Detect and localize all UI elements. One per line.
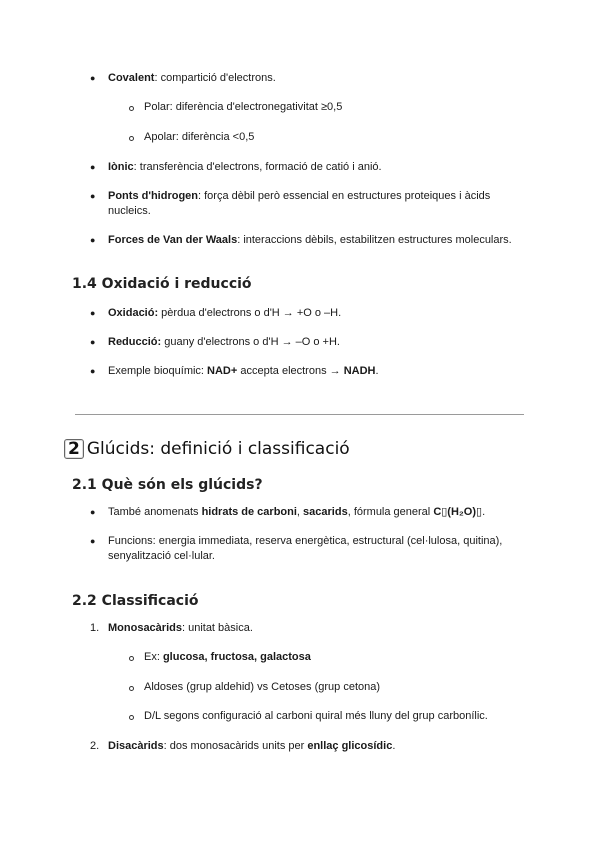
list-item-apolar: Apolar: diferència <0,5	[144, 131, 255, 143]
nad-term: NAD+	[207, 365, 238, 377]
bullet: ●	[90, 162, 96, 172]
ex-list: glucosa, fructosa, galactosa	[162, 651, 311, 663]
desc-disacarids: : dos monosacàrids units per	[163, 740, 308, 752]
term-monosacarids: Monosacàrids	[108, 622, 182, 634]
desc-vdw: : interaccions dèbils, estabilitzen estructures moleculars.	[237, 234, 512, 246]
bullet: ●	[90, 366, 96, 376]
list-item-hydrogen-cont: nucleics.	[108, 205, 151, 217]
list-item-ionic	[108, 160, 382, 175]
list-item-aldoses: Aldoses (grup aldehid) vs Cetoses (grup cetona)	[144, 681, 381, 693]
example-prefix: Exemple bioquímic:	[108, 365, 208, 377]
term-reduction: Reducció:	[108, 336, 162, 348]
list-item-dl: D/L segons configuració al carboni quiral més lluny del grup carbonílic.	[144, 710, 488, 722]
also-end: .	[482, 506, 486, 518]
term-enllac-glicosidic: enllaç glicosídic	[307, 740, 393, 752]
bullet: ●	[90, 536, 96, 546]
desc-oxidation: pèrdua d'electrons o d'H → +O o –H.	[158, 307, 342, 319]
nadh-term: NADH	[343, 365, 376, 377]
sub-bullet	[129, 656, 134, 661]
term-ionic: Iònic	[108, 161, 134, 173]
example-mid: accepta electrons →	[237, 365, 344, 377]
bullet: ●	[90, 235, 96, 245]
term-vdw: Forces de Van der Waals	[108, 234, 238, 246]
heading-2-1: 2.1 Què són els glúcids?	[72, 477, 263, 493]
also-prefix: També anomenats	[108, 506, 202, 518]
bullet: ●	[90, 308, 96, 318]
list-number: 2.	[90, 740, 100, 752]
also-mid: , fórmula general	[347, 506, 434, 518]
list-item-monosaccharides	[108, 621, 253, 636]
list-item-examples	[144, 650, 311, 665]
desc-ionic: : transferència d'electrons, formació de catió i anió.	[133, 161, 382, 173]
list-item-functions-cont: senyalització cel·lular.	[108, 550, 215, 562]
heading-section-2	[64, 438, 350, 460]
term-sacarids: sacarids	[303, 506, 348, 518]
list-item-also-called	[108, 505, 485, 520]
list-item-polar: Polar: diferència d'electronegativitat ≥0,5	[144, 101, 343, 113]
sub-bullet	[129, 686, 134, 691]
list-item-oxidation	[108, 306, 341, 321]
list-number: 1.	[90, 622, 100, 634]
general-formula: C▯(H₂O)▯	[433, 506, 483, 518]
desc-end: .	[392, 740, 396, 752]
desc-hydrogen: : força dèbil però essencial en estructures proteiques i àcids	[198, 190, 491, 202]
list-item-hydrogen	[108, 189, 490, 204]
heading-1-4: 1.4 Oxidació i reducció	[72, 276, 252, 292]
term-disacarids: Disacàrids	[108, 740, 164, 752]
desc-monosacarids: : unitat bàsica.	[181, 622, 253, 634]
term-oxidation: Oxidació:	[108, 307, 159, 319]
list-item-functions: Funcions: energia immediata, reserva energètica, estructural (cel·lulosa, quitina),	[108, 535, 503, 547]
sub-bullet	[129, 715, 134, 720]
sub-bullet	[129, 136, 134, 141]
bullet: ●	[90, 73, 96, 83]
term-covalent: Covalent	[108, 72, 155, 84]
list-item-vdw	[108, 233, 512, 248]
list-item-covalent	[108, 71, 276, 86]
desc-covalent: : compartició d'electrons.	[154, 72, 276, 84]
list-item-disaccharides	[108, 739, 395, 754]
section-divider	[75, 414, 524, 415]
term-hidrats: hidrats de carboni	[201, 506, 297, 518]
ex-prefix: Ex:	[144, 651, 163, 663]
sub-bullet	[129, 106, 134, 111]
term-hydrogen: Ponts d'hidrogen	[108, 190, 198, 202]
section-2-title: Glúcids: definició i classificació	[86, 439, 350, 459]
bullet: ●	[90, 191, 96, 201]
desc-reduction: guany d'electrons o d'H → –O o +H.	[161, 336, 340, 348]
list-item-reduction	[108, 335, 340, 350]
example-end: .	[375, 365, 379, 377]
bullet: ●	[90, 337, 96, 347]
also-sep: ,	[296, 506, 304, 518]
list-item-example	[108, 364, 379, 379]
section-number-badge: 2	[64, 439, 84, 459]
heading-2-2: 2.2 Classificació	[72, 593, 199, 609]
bullet: ●	[90, 507, 96, 517]
